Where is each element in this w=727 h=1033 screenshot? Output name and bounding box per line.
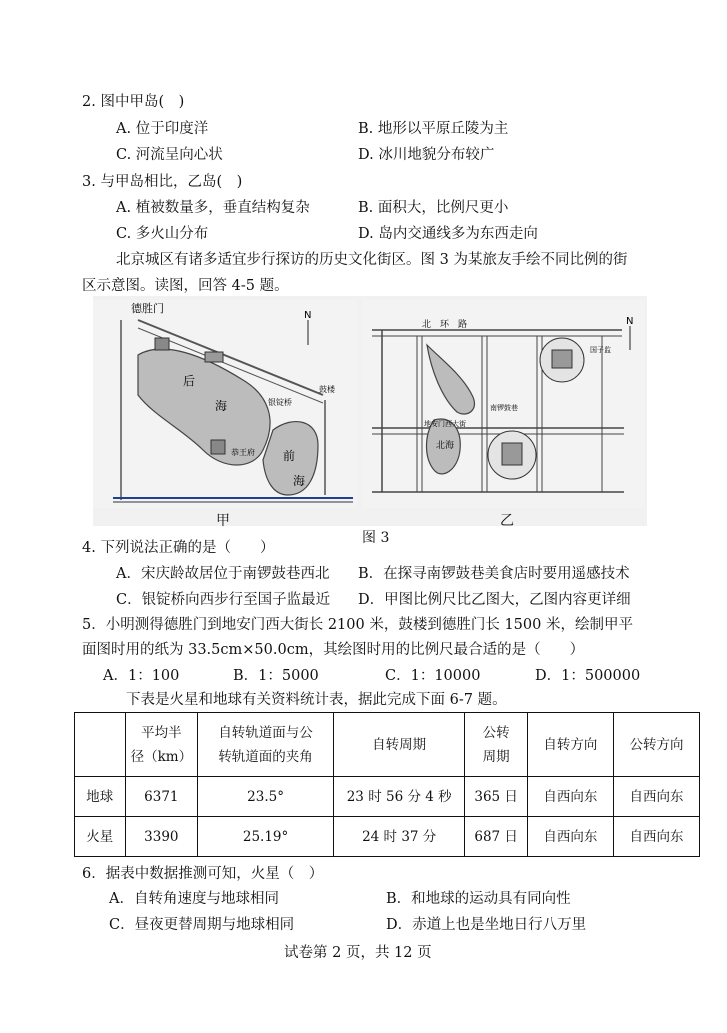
intro-4-5-line2: 区示意图。读图，回答 4-5 题。 [82,278,289,294]
q2-option-d: D. 冰川地貌分布较广 [358,147,495,163]
q5-option-d: D．1：500000 [535,668,641,684]
table-header-cell: 公转方向 [613,713,699,777]
map-a-lake-4: 海 [293,474,306,488]
map-a [93,300,357,508]
map-a-yindingqiao: 银锭桥 [268,398,292,407]
table-cell: 365 日 [465,777,528,817]
q3-option-c: C. 多火山分布 [116,226,209,242]
table-header-cell: 自转方向 [527,713,613,777]
map-a-gongwangfu: 恭王府 [231,448,255,457]
table-row [75,777,700,817]
q5-option-c: C．1：10000 [385,668,481,684]
q3-option-d: D. 岛内交通线多为东西走向 [358,226,538,242]
intro-4-5-line1: 北京城区有诸多适宜步行探访的历史文化街区。图 3 为某旅友手绘不同比例的街 [116,252,628,268]
map-a-lake-3: 前 [283,449,296,463]
table-header-cell: 平均半 径（km） [125,713,198,777]
figure-label-b: 乙 [500,513,514,529]
map-b-beihai: 北海 [436,441,455,451]
q4-option-c: C．银锭桥向西步行至国子监最近 [116,592,331,608]
q4-option-d: D．甲图比例尺比乙图大，乙图内容更详细 [358,592,631,608]
map-a-lake-1: 后 [183,374,196,388]
q2-stem: 2. 图中甲岛( ) [82,94,185,110]
q5-line1: 5．小明测得德胜门到地安门西大街长 2100 米，鼓楼到德胜门长 1500 米，绘制甲平 [82,617,633,633]
table-cell: 3390 [125,817,198,857]
q5-option-a: A．1：100 [103,668,180,684]
q4-option-a: A．宋庆龄故居位于南锣鼓巷西北 [116,566,330,582]
table-cell: 24 时 37 分 [333,817,464,857]
map-b-guozijian: 国子监 [590,346,611,354]
table-cell: 25.19° [198,817,334,857]
intro-6-7: 下表是火星和地球有关资料统计表，据此完成下面 6-7 题。 [126,692,507,708]
q6-option-a: A．自转角速度与地球相同 [109,891,279,907]
q6-stem: 6．据表中数据推测可知，火星（ ） [82,866,324,882]
q3-stem: 3. 与甲岛相比，乙岛( ) [82,174,243,190]
table-cell: 地球 [75,777,126,817]
page-footer: 试卷第 2 页，共 12 页 [284,945,432,961]
map-a-desheng: 德胜门 [131,302,164,315]
song-residence-sketch [155,338,169,350]
table-cell: 23.5° [198,777,334,817]
q5-line2: 面图时用的纸为 33.5cm×50.0cm，其绘图时用的比例尺最合适的是（ ） [82,642,585,658]
table-cell: 自西向东 [527,777,613,817]
map-a-north: N [304,310,312,321]
q3-option-b: B. 面积大，比例尺更小 [358,200,509,216]
q4-option-b: B．在探寻南锣鼓巷美食店时要用遥感技术 [358,566,630,582]
q6-option-b: B．和地球的运动具有同向性 [386,891,571,907]
figure-label-a: 甲 [216,513,230,529]
table-header-cell: 自转轨道面与公 转轨道面的夹角 [198,713,334,777]
table-cell: 687 日 [465,817,528,857]
table-header-cell: 公转 周期 [465,713,528,777]
gongwangfu-sketch [211,440,225,454]
table-cell: 自西向东 [613,817,699,857]
map-a-lake-2: 海 [215,399,228,413]
map-b-north: N [626,316,634,327]
q5-option-b: B．1：5000 [233,668,319,684]
table-cell: 6371 [125,777,198,817]
table-cell: 23 时 56 分 4 秒 [333,777,464,817]
figure-caption: 图 3 [362,530,390,546]
table-cell: 自西向东 [613,777,699,817]
table-header-row [75,713,700,777]
table-row [75,817,700,857]
map-b-nanluo: 南锣鼓巷 [490,404,518,412]
q6-option-d: D．赤道上也是坐地日行八万里 [386,917,587,933]
q2-option-c: C. 河流呈向心状 [116,147,223,163]
map-b-dianmen: 地安门西大街 [424,420,466,428]
table-header-cell: 自转周期 [333,713,464,777]
q3-option-a: A. 植被数量多，垂直结构复杂 [116,200,310,216]
q2-option-b: B. 地形以平原丘陵为主 [358,121,509,137]
map-b-north-ring: 北 环 路 [422,320,468,330]
table-cell: 自西向东 [527,817,613,857]
q4-stem: 4. 下列说法正确的是（ ） [82,540,275,556]
table-header-cell [75,713,126,777]
q6-option-c: C．昼夜更替周期与地球相同 [109,917,295,933]
map-b [362,300,645,508]
mars-earth-table [74,712,700,857]
table-cell: 火星 [75,817,126,857]
q2-option-a: A. 位于印度洋 [116,121,209,137]
map-a-gulou: 鼓楼 [319,385,335,394]
